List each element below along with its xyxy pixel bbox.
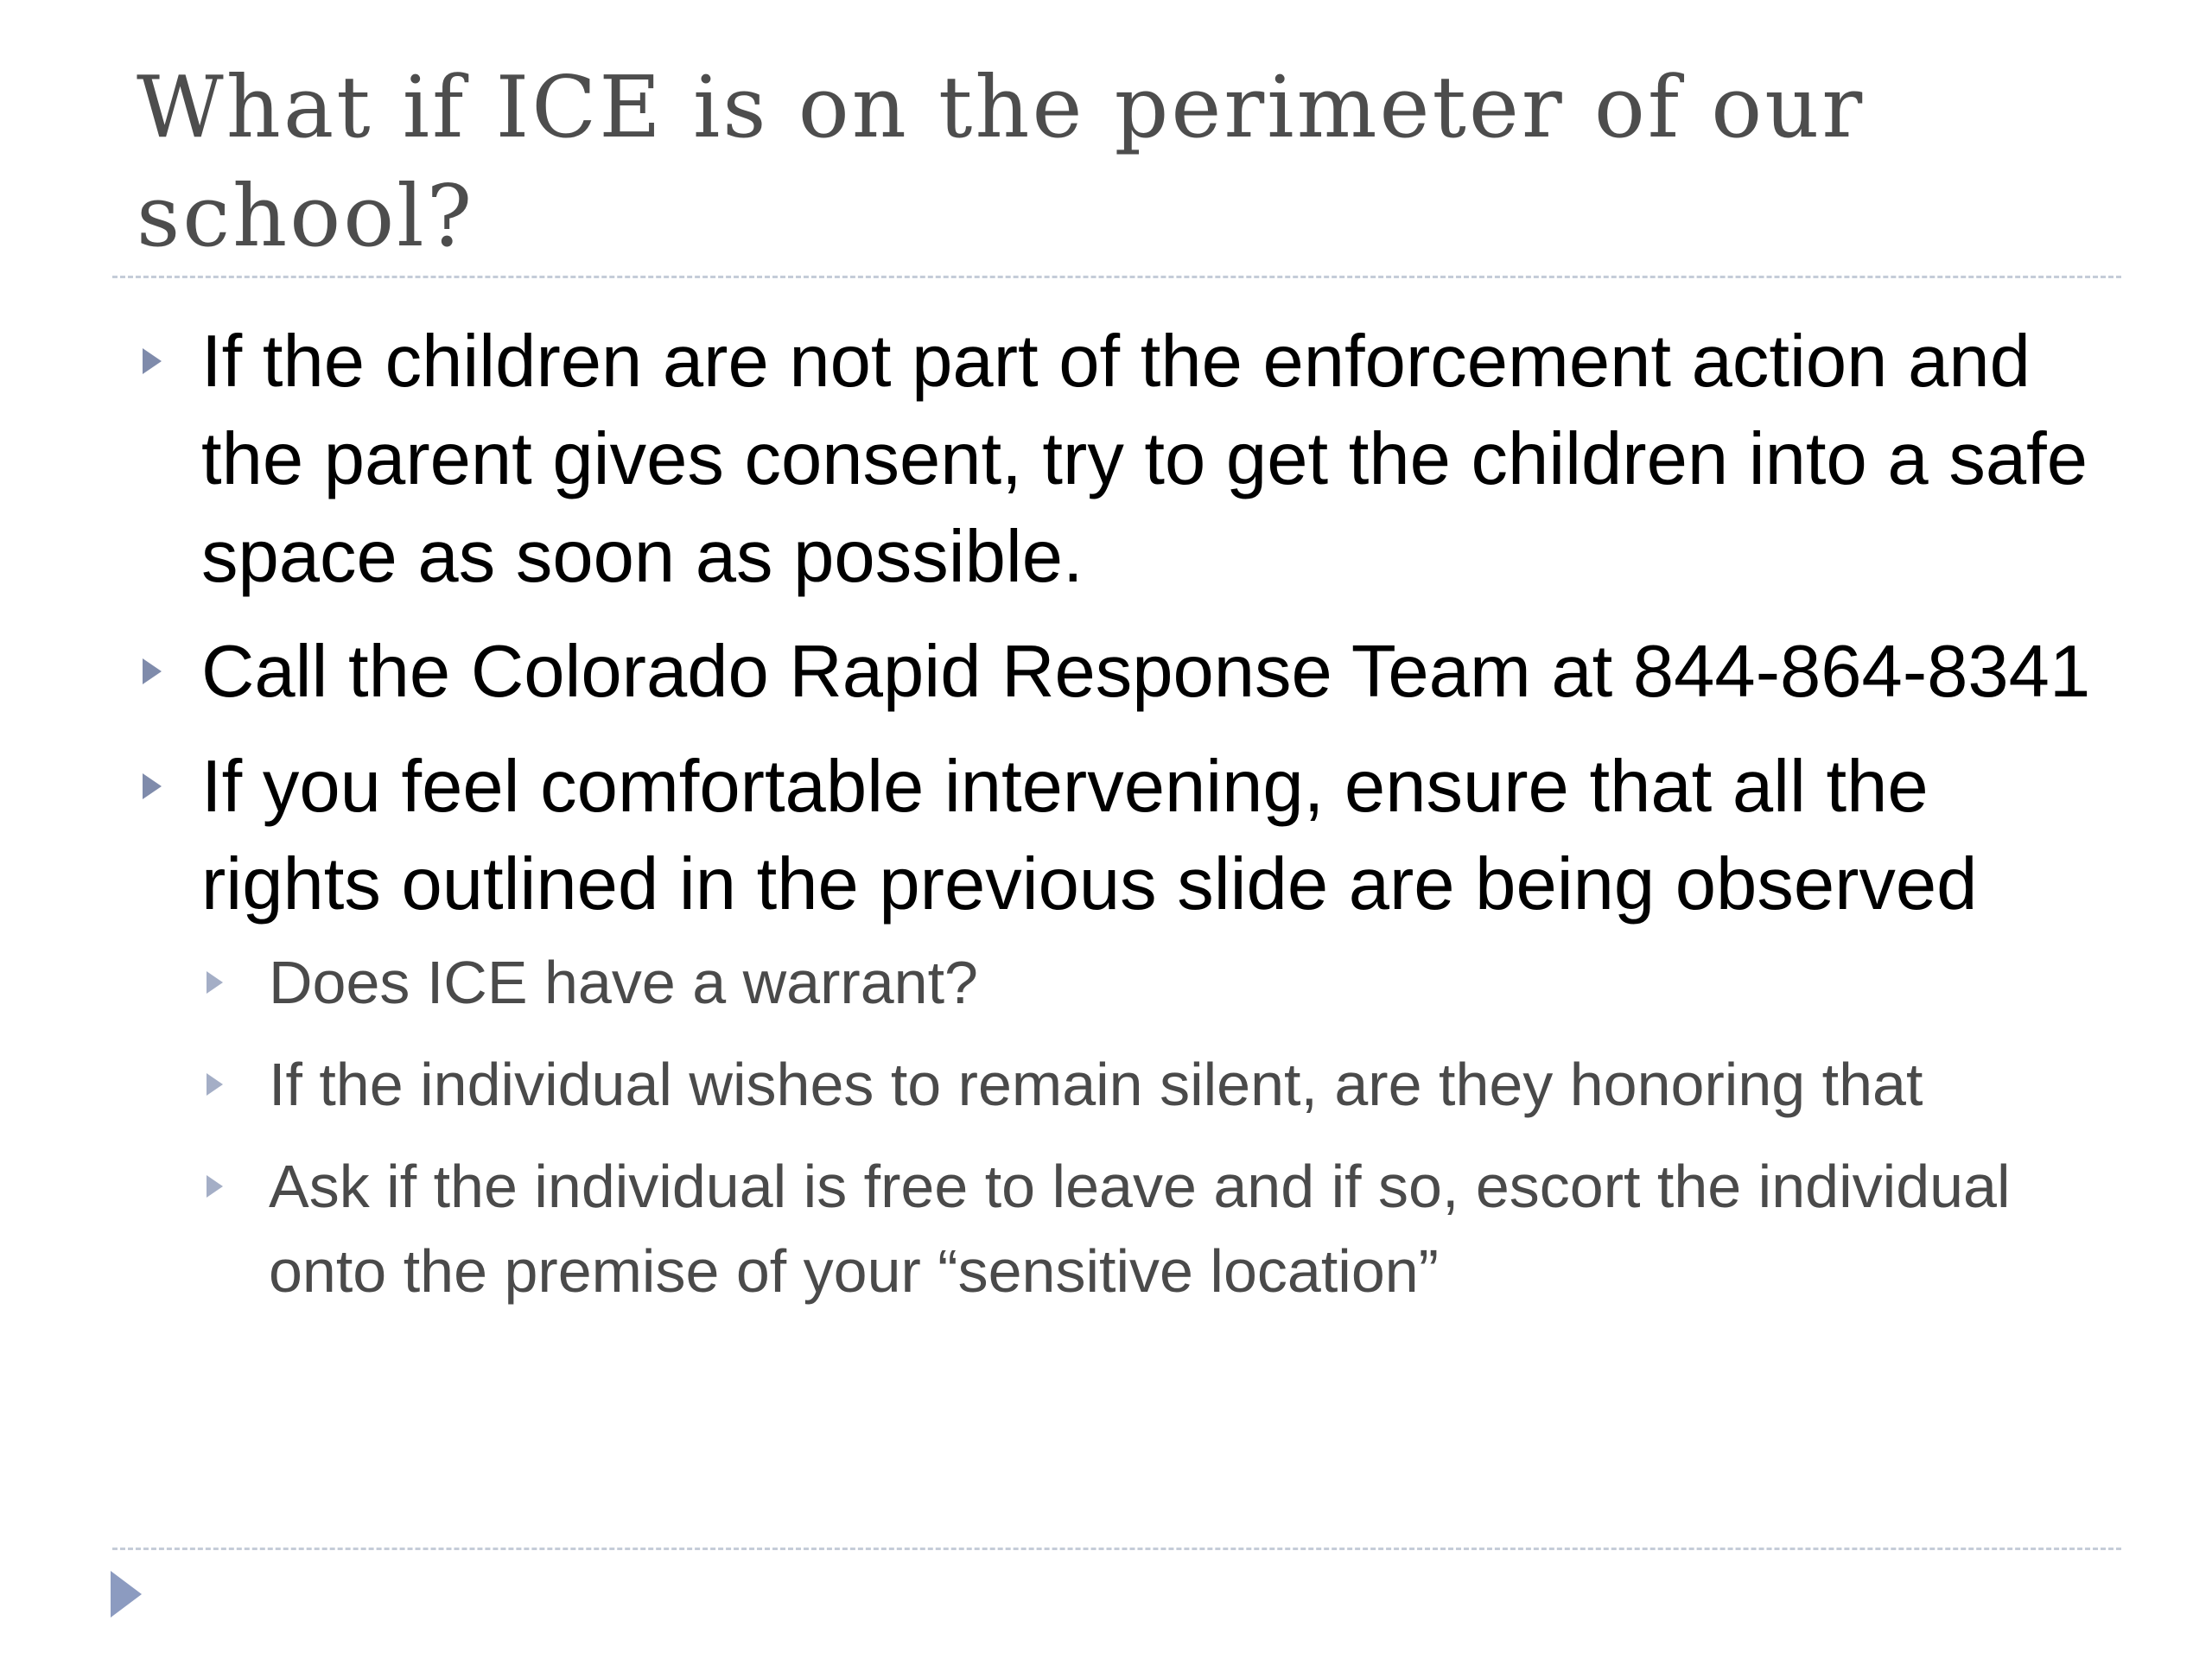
sub-bullet-text: Does ICE have a warrant? <box>269 949 978 1016</box>
bullet-triangle-icon <box>143 658 162 684</box>
bullet-triangle-icon <box>143 348 162 374</box>
sub-bullet-item <box>201 1144 2121 1313</box>
sub-bullet-text: Ask if the individual is free to leave and if so, escort the individual onto the premise of your “sensitive location” <box>269 1153 2011 1305</box>
bullet-list <box>134 313 2121 1331</box>
sub-bullet-item <box>201 1042 2121 1127</box>
sub-bullet-text: If the individual wishes to remain silent, are they honoring that <box>269 1051 1923 1118</box>
bullet-item <box>134 313 2121 606</box>
sub-bullet-triangle-icon <box>207 1175 223 1198</box>
corner-triangle-icon <box>111 1571 142 1618</box>
title-divider <box>112 276 2121 278</box>
bullet-text: If you feel comfortable intervening, ensure that all the rights outlined in the previous slide are being observed <box>201 746 1978 925</box>
slide-title: What if ICE is on the perimeter of our school? <box>137 59 1866 266</box>
footer-divider <box>112 1548 2121 1550</box>
bullet-item <box>134 738 2121 1313</box>
bullet-text: If the children are not part of the enforcement action and the parent gives consent, try to get the children into a safe space as soon as possible. <box>201 321 2088 598</box>
sub-bullet-item <box>201 940 2121 1025</box>
sub-bullet-triangle-icon <box>207 971 223 994</box>
bullet-triangle-icon <box>143 773 162 799</box>
sub-bullet-triangle-icon <box>207 1073 223 1096</box>
bullet-item <box>134 623 2121 721</box>
bullet-text: Call the Colorado Rapid Response Team at 844-864-8341 <box>201 631 2091 713</box>
sub-bullet-list <box>201 940 2121 1313</box>
